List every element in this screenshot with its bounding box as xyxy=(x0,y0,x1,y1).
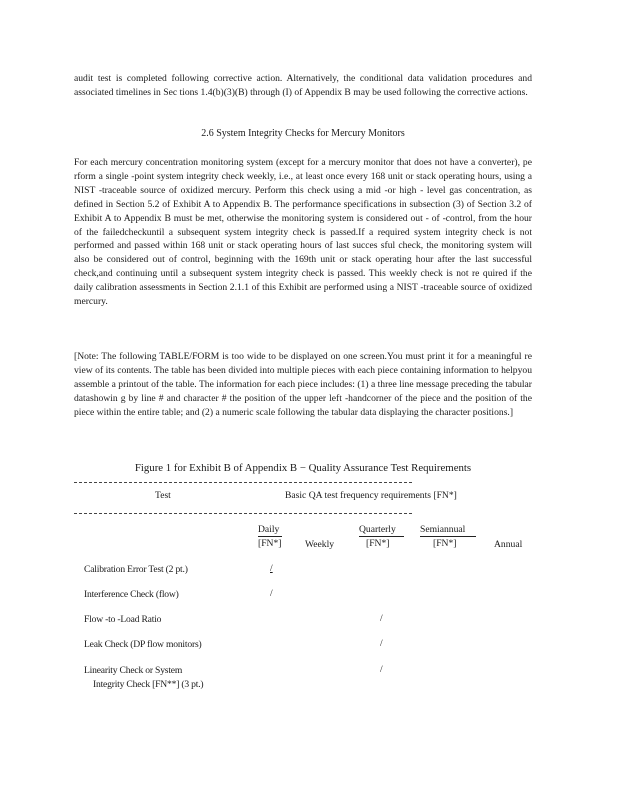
semiannual-column-label: Semiannual xyxy=(420,524,466,535)
table-row-linearity-check xyxy=(84,664,203,692)
figure-title: Figure 1 for Exhibit B of Appendix B − Quality Assurance Test Requirements xyxy=(134,462,472,474)
table-top-rule xyxy=(74,482,412,483)
linearity-row-line1: Linearity Check or System xyxy=(84,665,183,676)
semiannual-underline xyxy=(420,536,476,537)
interference-check-daily-mark: / xyxy=(270,588,273,599)
intro-paragraph: audit test is completed following corrective action. Alternatively, the conditional data validation procedures and associated timelines in Sec tions 1.4(b)(3)(B) through (I) of Appendix B may be used following the corrective actions. xyxy=(74,73,532,98)
frequency-column-header: Basic QA test frequency requirements [FN*] xyxy=(285,490,457,501)
daily-underline xyxy=(258,536,282,537)
semiannual-footnote-label: [FN*] xyxy=(433,538,457,549)
calibration-error-daily-mark: / xyxy=(270,563,273,574)
table-row-flow-to-load: Flow -to -Load Ratio xyxy=(84,614,162,625)
linearity-check-quarterly-mark: / xyxy=(380,664,383,675)
daily-footnote-label: [FN*] xyxy=(258,538,282,549)
table-row-calibration-error: Calibration Error Test (2 pt.) xyxy=(84,564,188,575)
annual-column-label: Annual xyxy=(494,539,523,550)
leak-check-quarterly-mark: / xyxy=(380,638,383,649)
table-row-interference-check: Interference Check (flow) xyxy=(84,589,179,600)
note-paragraph: [Note: The following TABLE/FORM is too wide to be displayed on one screen.You must print it for a meaningful re view of its contents. The table has been divided into multiple pieces with each piece containing information to helpyou assemble a printout of the table. The information for each piece includes: (1) a three line message preceding the tabular datashowin g by line # and character # the position of the upper left -handcorner of the piece and the position of the piece within the entire table; and (2) a numeric scale following the tabular data displaying the character positions.] xyxy=(74,351,532,418)
section-paragraph: For each mercury concentration monitoring system (except for a mercury monitor that does not have a converter), pe rform a single -point system integrity check weekly, i.e., at least once every 168 unit or stack operating hours, using a NIST -traceable source of oxidized mercury. Perform this check using a mid -or high - level gas concentration, as defined in Section 5.2 of Exhibit A to Appendix B. The performance specifications in subsection (3) of Section 3.2 of Exhibit A to Appendix B must be met, otherwise the monitoring system is considered out - of -control, from the hour of the failedcheckuntil a subsequent system integrity check is passed.If a required system integrity check is not performed and passed within 168 unit or stack operating hours of last succes sful check, the monitoring system will also be considered out of control, beginning with the 169th unit or stack operating hour after the last successful check,and continuing until a subsequent system integrity check is passed. This weekly check is not re quired if the daily calibration assessments in Section 2.1.1 of this Exhibit are performed using a NIST -traceable source of oxidized mercury. xyxy=(74,157,532,308)
table-row-leak-check: Leak Check (DP flow monitors) xyxy=(84,639,202,650)
weekly-column-label: Weekly xyxy=(305,539,335,550)
quarterly-footnote-label: [FN*] xyxy=(366,538,390,549)
flow-to-load-quarterly-mark: / xyxy=(380,613,383,624)
daily-column-label: Daily xyxy=(258,524,280,535)
table-header-rule xyxy=(74,513,412,514)
quarterly-column-label: Quarterly xyxy=(359,524,396,535)
quarterly-underline xyxy=(359,536,404,537)
test-column-header: Test xyxy=(155,490,171,501)
section-heading: 2.6 System Integrity Checks for Mercury Monitors xyxy=(201,128,405,139)
linearity-row-line2: Integrity Check [FN**] (3 pt.) xyxy=(93,679,204,690)
